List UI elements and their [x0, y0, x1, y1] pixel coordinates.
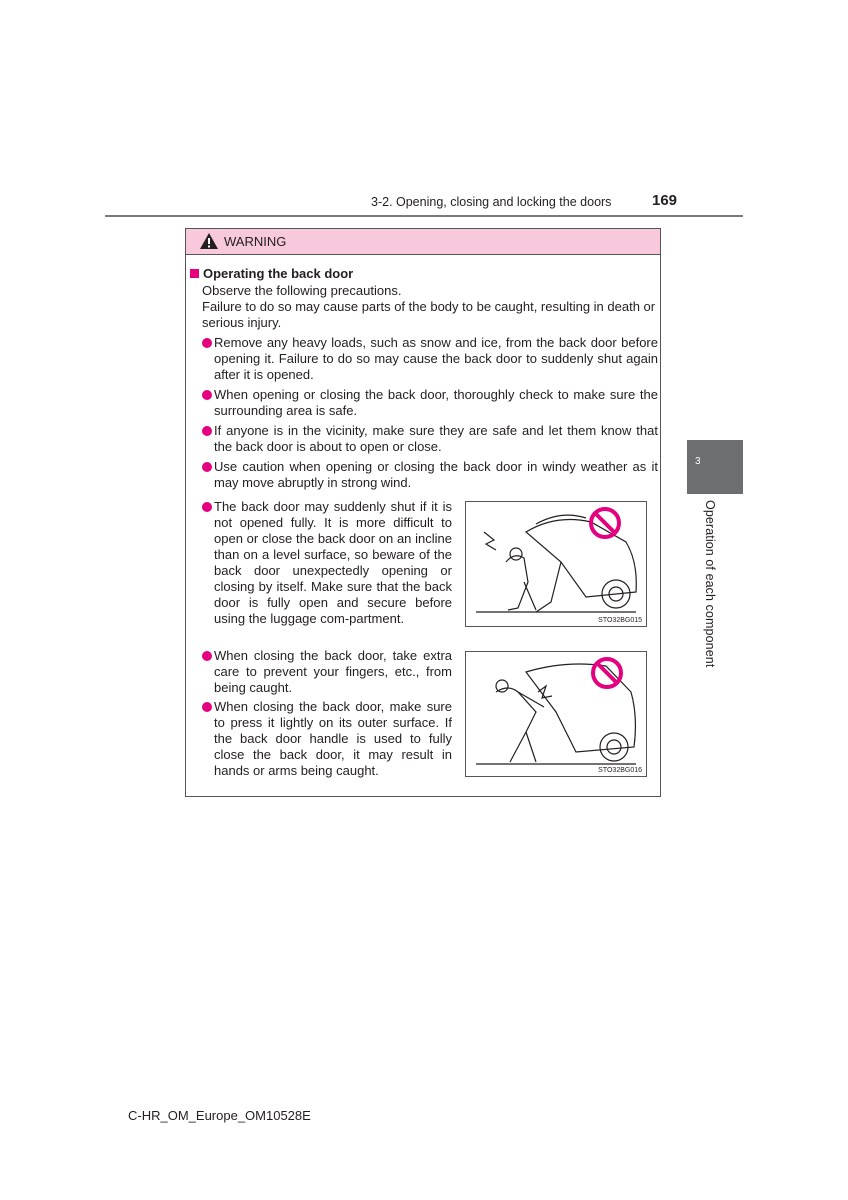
square-bullet-icon: [190, 269, 199, 278]
chapter-number: 3: [695, 456, 701, 467]
section-heading-text: Operating the back door: [203, 266, 354, 281]
bullet-dot-icon: [202, 338, 212, 348]
bullet-dot-icon: [202, 426, 212, 436]
figure-1-text: The back door may suddenly shut if it is not opened fully. It is more difficult to open or close the back door on an incline than on a level surface, so beware of the back door unexpectedly opening or closing by itself. Make sure that the back door is fully open and secure before using the luggage com-partment.: [202, 499, 452, 627]
prohibited-icon: [590, 656, 624, 690]
header-divider: [105, 215, 743, 217]
list-item: Use caution when opening or closing the back door in windy weather as it may move abruptly in strong wind.: [202, 459, 658, 491]
list-item: When opening or closing the back door, thoroughly check to make sure the surrounding area is safe.: [202, 387, 658, 419]
figure-code: STO32BG016: [598, 767, 642, 774]
bullet-dot-icon: [202, 462, 212, 472]
warning-label: WARNING: [224, 234, 287, 249]
bullet-dot-icon: [202, 651, 212, 661]
intro-line-2: Failure to do so may cause parts of the body to be caught, resulting in death or serious injury.: [202, 299, 656, 330]
figure-2-text-1: When closing the back door, take extra care to prevent your fingers, etc., from being caught.: [202, 648, 452, 696]
figure-2-text-2: When closing the back door, make sure to press it lightly on its outer surface. If the back door handle is used to fully close the back door, it may result in hands or arms being caught.: [202, 699, 452, 779]
section-header: 3-2. Opening, closing and locking the doors: [371, 195, 612, 209]
chapter-label: Operation of each component: [703, 500, 717, 668]
bullet-dot-icon: [202, 702, 212, 712]
warning-box: [185, 228, 661, 797]
warning-header: [186, 229, 660, 255]
bullet-dot-icon: [202, 502, 212, 512]
section-heading: [190, 266, 353, 281]
list-item: Remove any heavy loads, such as snow and ice, from the back door before opening it. Failure to do so may cause the back door to suddenly shut again after it is opened.: [202, 335, 658, 383]
bullet-dot-icon: [202, 390, 212, 400]
chapter-tab: [687, 440, 743, 494]
intro-line-1: Observe the following precautions.: [202, 283, 402, 298]
precaution-list: [202, 335, 658, 495]
prohibited-icon: [588, 506, 622, 540]
page-number: 169: [652, 192, 678, 209]
figure-code: STO32BG015: [598, 617, 642, 624]
list-item: If anyone is in the vicinity, make sure they are safe and let them know that the back door is about to open or close.: [202, 423, 658, 455]
document-id: C-HR_OM_Europe_OM10528E: [128, 1108, 311, 1123]
figure-back-door-closing: [465, 651, 647, 777]
warning-triangle-icon: [199, 232, 219, 250]
figure-back-door-incline: [465, 501, 647, 627]
